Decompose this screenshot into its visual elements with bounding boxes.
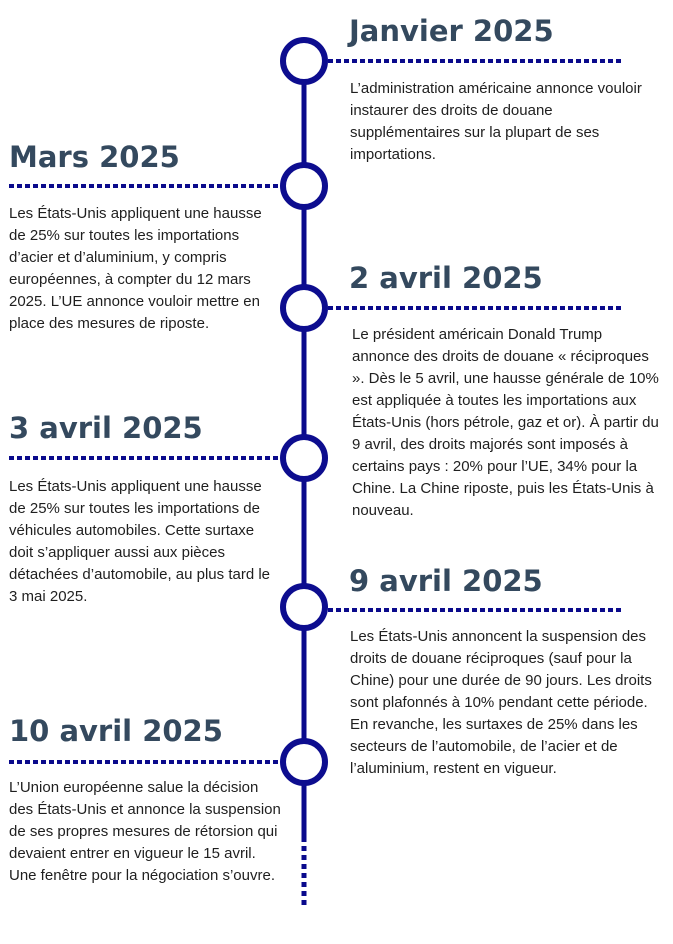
event-date-10-avril-2025: 10 avril 2025 [9, 714, 223, 748]
event-text-3-avril-2025: Les États-Unis appliquent une hausse de 25% sur toutes les importations de véhicules automobiles. Cette surtaxe doit s’appliquer aussi aux pièces détachées d’automobile, au plus tard le 3 mai 2025. [9, 478, 271, 605]
event-date-3-avril-2025: 3 avril 2025 [9, 411, 203, 445]
event-date-2-avril-2025: 2 avril 2025 [349, 261, 543, 295]
event-date-9-avril-2025: 9 avril 2025 [349, 564, 543, 598]
event-date-janvier-2025: Janvier 2025 [349, 14, 554, 48]
event-text-10-avril-2025: L’Union européenne salue la décision des États-Unis et annonce la suspension de ses propres mesures de rétorsion qui devaient entrer en vigueur le 15 avril. Une fenêtre pour la négociation s’ouvre. [9, 779, 281, 884]
event-date-mars-2025: Mars 2025 [9, 140, 180, 174]
event-text-2-avril-2025: Le président américain Donald Trump annonce des droits de douane « réciproques ». Dès le 5 avril, une hausse générale de 10% est appliquée à toutes les importations aux États-Unis (hors pétrole, gaz et or). À partir du 9 avril, des droits majorés sont imposés à certains pays : 20% pour l’UE, 34% pour la Chine. La Chine riposte, puis les États-Unis à nouveau. [352, 326, 659, 519]
milestone-dot-3-avril-2025 [283, 437, 325, 479]
milestone-dot-2-avril-2025 [283, 287, 325, 329]
milestone-dot-janvier-2025 [283, 40, 325, 82]
milestone-dot-9-avril-2025 [283, 586, 325, 628]
event-text-mars-2025: Les États-Unis appliquent une hausse de 25% sur toutes les importations d’acier et d’aluminium, y compris européennes, à compter du 12 mars 2025. L’UE annonce vouloir mettre en place des mesures de riposte. [9, 205, 262, 332]
event-text-9-avril-2025: Les États-Unis annoncent la suspension des droits de douane réciproques (sauf pour la Chine) pour une durée de 90 jours. Les droits sont plafonnés à 10% pendant cette période. En revanche, les surtaxes de 25% dans les secteurs de l’automobile, de l’acier et de l’aluminium, restent en vigueur. [350, 628, 652, 777]
event-text-janvier-2025: L’administration américaine annonce vouloir instaurer des droits de douane supplémentaires sur la plupart de ses importations. [350, 80, 642, 163]
milestone-dot-mars-2025 [283, 165, 325, 207]
milestone-dot-10-avril-2025 [283, 741, 325, 783]
